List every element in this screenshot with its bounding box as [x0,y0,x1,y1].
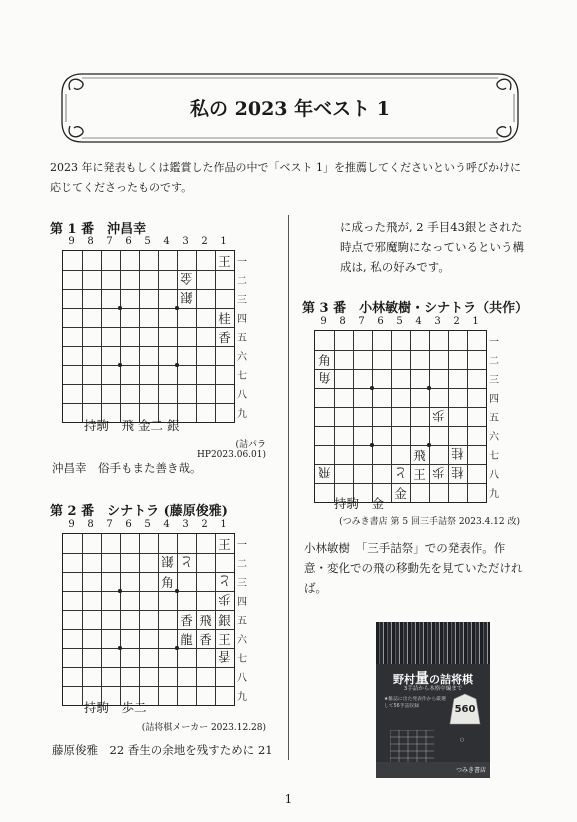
board-grid [62,533,235,706]
grid-line [139,534,140,705]
board-grid [62,250,235,423]
shogi-piece: と [180,554,193,570]
rank-number: 五 [237,333,247,344]
grid-line [120,534,121,705]
grid-line [63,384,234,385]
problem-1-board [62,236,249,421]
rank-number: 七 [489,451,499,462]
book-subtitle: 3手詰から本格中編まで [403,686,463,692]
file-number: 2 [453,316,460,327]
problem-1-heading: 第 1 番 沖昌幸 [50,222,147,237]
grid-line [101,251,102,422]
shogi-piece: 歩 [432,465,445,481]
shogi-piece: 金 [180,271,193,287]
shogi-piece: 桂 [451,465,464,481]
file-number: 7 [106,519,113,530]
rank-number: 四 [489,394,499,405]
shogi-piece: 王 [218,536,231,552]
rank-number: 六 [489,432,499,443]
problem-2-source: (詰将棋メーカー 2023.12.28) [141,723,266,733]
shogi-piece: 香 [199,631,212,647]
grid-line [63,591,234,592]
problem-1-comment: 沖昌幸 俗手もまた善き哉。 [52,461,202,475]
rank-number: 六 [237,352,247,363]
problem-2-board [62,519,249,704]
shogi-piece: 王 [218,253,231,269]
book-publisher: つみき書店 [455,767,486,774]
book-title-post: の詰将棋 [429,673,473,686]
rank-number: 二 [237,559,247,570]
shogi-piece: 香 [180,612,193,628]
rank-number: 八 [489,470,499,481]
rank-number: 八 [237,390,247,401]
file-number: 3 [182,519,189,530]
grid-line [63,308,234,309]
file-number: 9 [68,519,75,530]
rank-number: 六 [237,635,247,646]
file-number: 1 [220,519,227,530]
shogi-piece: 王 [218,631,231,647]
shogi-piece: 桂 [451,446,464,462]
shogi-piece: 香 [218,329,231,345]
problem-3-heading: 第 3 番 小林敏樹・シナトラ（共作） [302,301,529,316]
shogi-piece: 角 [161,574,174,590]
problem-2-hand: 持駒 歩二 [84,700,147,715]
shogi-piece: 歩 [218,592,231,608]
grid-line [63,648,234,649]
rank-number: 九 [237,409,247,420]
shogi-piece: 角 [318,352,331,368]
rank-number: 四 [237,314,247,325]
problem-3-source: (つみき書店 第 5 回三手詰祭 2023.4.12 改) [339,517,520,527]
rank-number: 三 [237,295,247,306]
file-number: 1 [220,236,227,247]
grid-line [353,331,354,502]
rank-number: 七 [237,371,247,382]
problem-3-board [314,316,501,501]
grid-line [315,350,486,351]
shogi-piece: 銀 [161,554,174,570]
grid-line [63,270,234,271]
rank-number: 五 [489,413,499,424]
file-number: 7 [358,316,365,327]
grid-line [467,331,468,502]
shogi-piece: 龍 [180,631,193,647]
file-number: 9 [68,236,75,247]
star-point [118,589,122,593]
grid-line [372,331,373,502]
grid-line [315,369,486,370]
grid-line [63,572,234,573]
grid-line [63,365,234,366]
book-number: 560 [454,704,476,715]
file-number: 3 [434,316,441,327]
star-point [118,646,122,650]
grid-line [315,407,486,408]
star-point [370,443,374,447]
shogi-piece: 飛 [318,465,331,481]
shogi-piece: 角 [318,370,331,386]
rank-number: 三 [237,578,247,589]
file-number: 6 [125,519,132,530]
shogi-piece: 飛 [199,612,212,628]
file-number: 6 [125,236,132,247]
shogi-piece: 金 [394,485,407,501]
rank-number: 一 [237,540,247,551]
grid-line [63,553,234,554]
grid-line [120,251,121,422]
file-number: 4 [163,236,170,247]
file-number: 5 [144,519,151,530]
file-number: 7 [106,236,113,247]
file-number: 2 [201,236,208,247]
problem-1-hand: 持駒 飛 金二 銀 [84,418,180,433]
shogi-piece: 飛 [413,447,426,463]
star-point [427,386,431,390]
shogi-piece: 桂 [218,310,231,326]
page-number: 1 [284,792,293,806]
rank-number: 一 [489,337,499,348]
problem-2-comment: 藤原俊雅 22 香生の余地を残すために 21 [52,743,273,757]
file-number: 5 [144,236,151,247]
file-number: 3 [182,236,189,247]
book-cover-image [376,622,490,778]
rank-number: 五 [237,616,247,627]
rank-number: 二 [489,356,499,367]
rank-number: 八 [237,673,247,684]
grid-line [63,327,234,328]
grid-line [158,251,159,422]
problem-2-heading: 第 2 番 シナトラ (藤原俊雅) [50,504,228,519]
file-number: 6 [377,316,384,327]
shogi-piece: 銀 [180,290,193,306]
rank-number: 三 [489,375,499,386]
file-number: 5 [396,316,403,327]
rank-number: 七 [237,654,247,665]
book-title-pre: 野村 [393,673,415,686]
file-number: 8 [87,236,94,247]
file-number: 1 [472,316,479,327]
grid-line [101,534,102,705]
file-number: 8 [87,519,94,530]
grid-line [63,686,234,687]
grid-line [63,403,234,404]
grid-line [315,426,486,427]
grid-line [63,346,234,347]
book-author-mark: ○ [459,737,465,743]
problem-2-comment-continued: に成った飛が, 2 手目43銀とされた時点で邪魔駒になっているという構成は, 私の好みです。 [340,220,524,274]
grid-line [139,251,140,422]
rank-number: 九 [489,489,499,500]
grid-line [334,331,335,502]
file-number: 4 [163,519,170,530]
star-point [175,363,179,367]
grid-line [315,388,486,389]
rank-number: 二 [237,276,247,287]
page-title: 私の 2023 年ベスト 1 [190,98,390,120]
grid-line [82,251,83,422]
shogi-piece: 王 [413,466,426,482]
book-title-char: 量 [415,671,429,687]
book-note: ★雑誌に出た発表作から厳選して56手詰収録 [384,697,446,709]
shogi-piece: と [394,465,407,481]
file-number: 9 [320,316,327,327]
rank-number: 九 [237,692,247,703]
star-point [118,363,122,367]
rank-number: 一 [237,257,247,268]
file-number: 2 [201,519,208,530]
grid-line [63,667,234,668]
problem-3-hand: 持駒 金 [334,496,385,511]
star-point [370,386,374,390]
shogi-piece: 香 [218,649,231,665]
intro-paragraph: 2023 年に発表もしくは鑑賞した作品の中で「ベスト 1」を推薦してくださいという呼びかけに応じてくださったものです。 [50,161,521,194]
book-board-icon [390,730,434,764]
shogi-piece: 銀 [218,612,231,628]
grid-line [196,251,197,422]
shogi-piece: 歩 [432,408,445,424]
board-grid [314,330,487,503]
rank-number: 四 [237,597,247,608]
star-point [118,306,122,310]
problem-1-source: (詰パラ HP2023.06.01) [197,440,266,460]
grid-line [63,289,234,290]
problem-3-comment: 小林敏樹 「三手詰祭」での発表作。作意・変化での飛の移動先を見ていただければ。 [304,541,523,595]
file-number: 4 [415,316,422,327]
shogi-piece: と [218,573,231,589]
file-number: 8 [339,316,346,327]
column-divider [288,215,289,760]
grid-line [82,534,83,705]
